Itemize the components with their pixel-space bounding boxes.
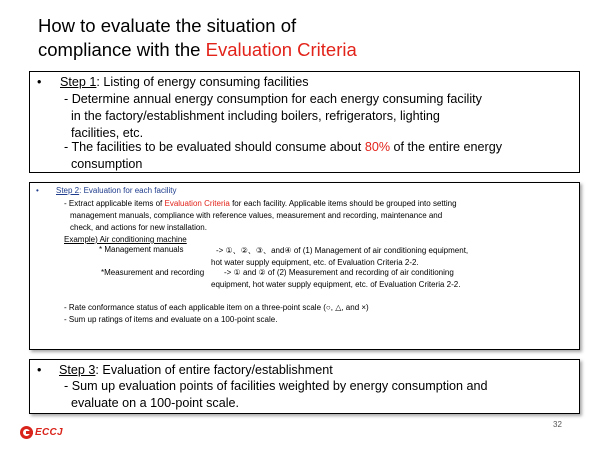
step1-line-4	[64, 139, 502, 156]
step3-bullet: •	[37, 363, 42, 377]
step2-line-3: check, and actions for new installation.	[70, 223, 207, 232]
step1-box	[29, 71, 580, 173]
step1-line-5: consumption	[71, 157, 143, 171]
step1-bullet: •	[37, 75, 42, 89]
step2-measurement-cont: equipment, hot water supply equipment, etc. of Evaluation Criteria 2-2.	[211, 280, 461, 289]
step1-heading-text: : Listing of energy consuming facilities	[96, 75, 309, 89]
step2-measurement-label: *Measurement and recording	[101, 268, 205, 277]
step2-manuals-cont: hot water supply equipment, etc. of Evaluation Criteria 2-2.	[211, 258, 419, 267]
step2-line-1-post: for each facility. Applicable items should be grouped into setting	[229, 199, 457, 208]
step2-line-1	[64, 198, 457, 209]
slide-title	[38, 14, 357, 62]
step3-line-2: evaluate on a 100-point scale.	[71, 396, 240, 410]
step1-line-2: in the factory/establishment including boilers, refrigerators, lighting	[71, 109, 440, 123]
step1-line-3: facilities, etc.	[71, 126, 144, 140]
step2-heading	[56, 185, 177, 196]
page-number: 32	[553, 420, 562, 429]
step2-bullet: •	[36, 186, 39, 195]
step2-label: Step 2	[56, 186, 80, 195]
eccj-logo-icon	[20, 426, 33, 439]
step2-heading-text: : Evaluation for each facility	[79, 186, 177, 195]
step2-criteria: Evaluation Criteria	[164, 199, 230, 208]
title-highlight: Evaluation Criteria	[205, 39, 357, 60]
step1-percent: 80%	[364, 140, 391, 154]
step2-line-1-pre: - Extract applicable items of	[64, 199, 165, 208]
eccj-logo	[20, 426, 63, 439]
step2-line-2: management manuals, compliance with reference values, measurement and recording, maintenance and	[70, 211, 443, 220]
step1-label: Step 1	[60, 75, 97, 89]
step1-line-4-pre: - The facilities to be evaluated should consume about	[64, 140, 365, 154]
step2-sum-line: - Sum up ratings of items and evaluate on a 100-point scale.	[64, 315, 278, 324]
step3-line-1: - Sum up evaluation points of facilities weighted by energy consumption and	[64, 379, 488, 393]
step2-example: Example) Air conditioning machine	[64, 235, 187, 244]
step3-label: Step 3	[59, 363, 96, 377]
eccj-logo-text: ECCJ	[35, 427, 63, 438]
title-line-1: How to evaluate the situation of	[38, 15, 297, 36]
title-prefix: compliance with the	[38, 39, 206, 60]
step2-rate-line: - Rate conformance status of each applicable item on a three-point scale (○, △, and ×)	[64, 303, 369, 312]
step3-heading-text: : Evaluation of entire factory/establishment	[95, 363, 333, 377]
step1-heading	[60, 74, 309, 91]
step1-line-4-post: of the entire energy	[390, 140, 503, 154]
step2-box	[29, 182, 580, 350]
step3-heading	[59, 362, 333, 379]
step2-manuals-label: * Management manuals	[99, 245, 184, 254]
step2-measurement-text: -> ① and ② of (2) Measurement and recording of air conditioning	[224, 268, 454, 277]
step3-box	[29, 359, 580, 414]
step1-line-1: - Determine annual energy consumption for each energy consuming facility	[64, 92, 482, 106]
step2-manuals-text: -> ①、②、③、and④ of (1) Management of air conditioning equipment,	[216, 246, 469, 255]
title-line-2	[38, 38, 357, 62]
